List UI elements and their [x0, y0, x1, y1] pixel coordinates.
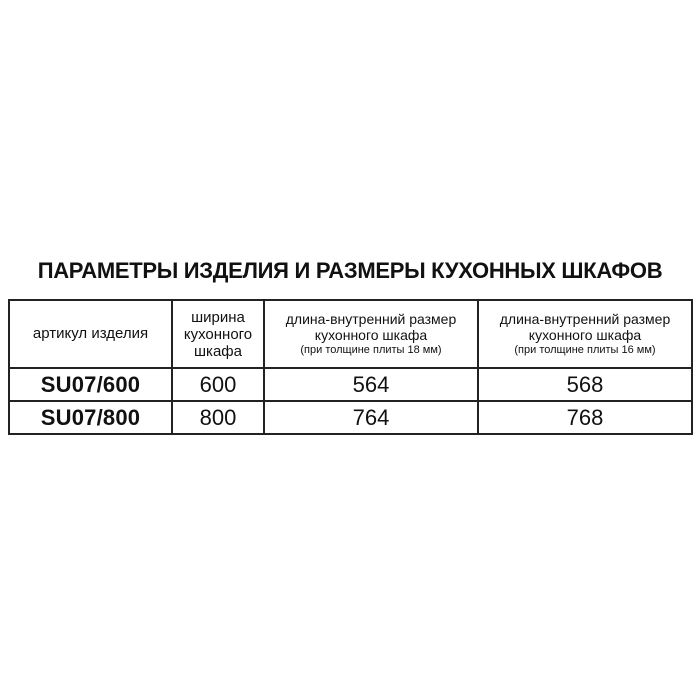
header-inner-16-line-1: длина-внутренний размер — [499, 310, 671, 327]
cell-width: 800 — [172, 401, 264, 434]
header-width-line-2: кухонного — [183, 325, 253, 343]
cell-inner-16: 568 — [478, 368, 692, 401]
table-header-row — [9, 300, 692, 368]
table-row — [9, 368, 692, 401]
document-title: ПАРАМЕТРЫ ИЗДЕЛИЯ И РАЗМЕРЫ КУХОННЫХ ШКАФОВ — [37, 258, 663, 283]
header-article — [9, 300, 172, 368]
header-inner-16-line-2: кухонного шкафа — [528, 326, 642, 343]
cell-width: 600 — [172, 368, 264, 401]
header-inner-18-line-2: кухонного шкафа — [314, 326, 428, 343]
header-inner-16 — [478, 300, 692, 368]
header-width-line-1: ширина — [191, 308, 245, 326]
header-inner-18-line-1: длина-внутренний размер — [285, 310, 457, 327]
header-article-label: артикул изделия — [32, 325, 149, 342]
header-inner-18 — [264, 300, 478, 368]
header-width — [172, 300, 264, 368]
header-inner-18-note: (при толщине плиты 18 мм) — [300, 343, 442, 356]
header-inner-16-note: (при толщине плиты 16 мм) — [514, 343, 656, 356]
cell-inner-16: 768 — [478, 401, 692, 434]
cell-inner-18: 764 — [264, 401, 478, 434]
cell-article: SU07/600 — [9, 368, 172, 401]
cell-inner-18: 564 — [264, 368, 478, 401]
header-width-line-3: шкафа — [194, 342, 242, 360]
parameters-table — [8, 299, 693, 435]
cell-article: SU07/800 — [9, 401, 172, 434]
table-row — [9, 401, 692, 434]
